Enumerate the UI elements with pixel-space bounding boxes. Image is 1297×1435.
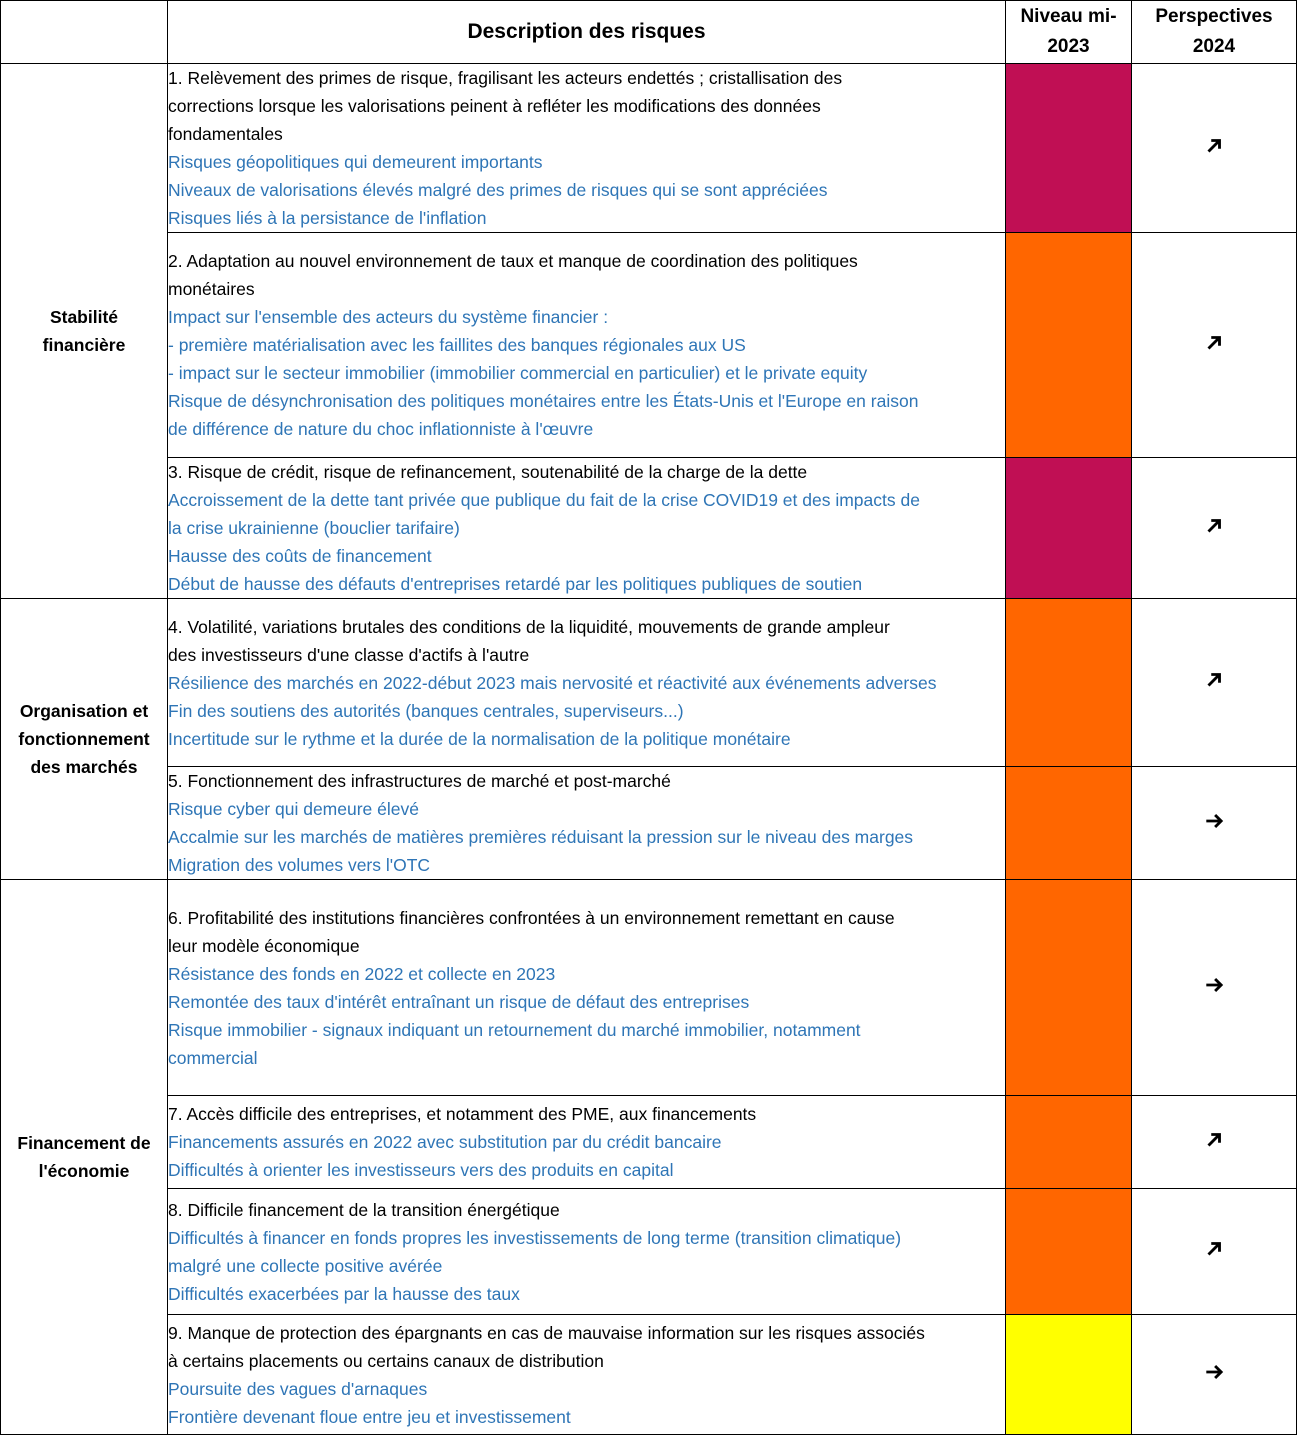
risk-level-cell: [1006, 599, 1132, 767]
risk-detail-line: Risque immobilier - signaux indiquant un retournement du marché immobilier, notamment: [168, 1019, 861, 1040]
up-right-arrow-icon: [1203, 669, 1225, 691]
risk-detail-line: Résistance des fonds en 2022 et collecte en 2023: [168, 963, 556, 984]
risk-description-3: [168, 458, 1006, 599]
risk-detail-line: Niveaux de valorisations élevés malgré des primes de risques qui se sont appréciées: [168, 180, 828, 200]
risk-title-line: 5. Fonctionnement des infrastructures de marché et post-marché: [168, 771, 671, 791]
header-row: [1, 1, 1297, 64]
outlook-header-line1: Perspectives: [1155, 6, 1273, 27]
outlook-cell: [1132, 880, 1297, 1096]
risk-title-line: leur modèle économique: [168, 935, 360, 956]
risk-detail-line: Impact sur l'ensemble des acteurs du système financier :: [168, 307, 609, 327]
risk-row-6: [1, 880, 1297, 1096]
risk-title-line: 6. Profitabilité des institutions financières confrontées à un environnement remettant en cause: [168, 907, 895, 928]
right-arrow-icon: [1203, 1361, 1225, 1383]
risk-description-5: [168, 767, 1006, 880]
up-right-arrow-icon: [1203, 515, 1225, 537]
risk-title-line: des investisseurs d'une classe d'actifs à l'autre: [168, 644, 530, 665]
category-organisation-marches: [1, 599, 168, 880]
risk-level-cell: [1006, 880, 1132, 1096]
category-header: [1, 1, 168, 64]
risk-description-9: [168, 1315, 1006, 1435]
category-label-line: Financement de: [17, 1133, 151, 1153]
category-label-line: financière: [42, 335, 126, 355]
risk-title-line: 4. Volatilité, variations brutales des conditions de la liquidité, mouvements de grande ampleur: [168, 616, 890, 637]
risk-detail-line: Risque de désynchronisation des politiques monétaires entre les États-Unis et l'Europe en raison: [168, 391, 919, 411]
outlook-cell: [1132, 1189, 1297, 1315]
risk-row-5: [1, 767, 1297, 880]
risk-detail-line: Fin des soutiens des autorités (banques centrales, superviseurs...): [168, 700, 684, 721]
risk-detail-line: Difficultés exacerbées par la hausse des taux: [168, 1283, 520, 1304]
risk-detail-line: commercial: [168, 1047, 258, 1068]
category-stabilite-financiere: [1, 64, 168, 599]
level-header-line2: 2023: [1047, 36, 1090, 57]
risk-description-7: [168, 1096, 1006, 1189]
risk-detail-line: Migration des volumes vers l'OTC: [168, 855, 431, 875]
risk-level-cell: [1006, 1096, 1132, 1189]
risk-level-cell: [1006, 1315, 1132, 1435]
risk-description-6: [168, 880, 1006, 1096]
risk-detail-line: Difficultés à orienter les investisseurs vers des produits en capital: [168, 1160, 674, 1180]
risk-detail-line: Risque cyber qui demeure élevé: [168, 799, 419, 819]
risk-title-line: 2. Adaptation au nouvel environnement de taux et manque de coordination des politiques: [168, 251, 858, 271]
risk-detail-line: Accroissement de la dette tant privée que publique du fait de la crise COVID19 et des impacts de: [168, 490, 920, 510]
up-right-arrow-icon: [1203, 135, 1225, 157]
risk-level-cell: [1006, 767, 1132, 880]
risk-detail-line: Incertitude sur le rythme et la durée de la normalisation de la politique monétaire: [168, 728, 791, 749]
risk-title-line: à certains placements ou certains canaux de distribution: [168, 1350, 604, 1371]
risk-row-4: [1, 599, 1297, 767]
outlook-cell: [1132, 64, 1297, 233]
outlook-cell: [1132, 233, 1297, 458]
risk-description-4: [168, 599, 1006, 767]
risk-detail-line: Début de hausse des défauts d'entreprises retardé par les politiques publiques de soutien: [168, 574, 863, 594]
risk-description-1: [168, 64, 1006, 233]
risk-detail-line: Poursuite des vagues d'arnaques: [168, 1378, 428, 1399]
risk-detail-line: - première matérialisation avec les faillites des banques régionales aux US: [168, 335, 746, 355]
outlook-cell: [1132, 1096, 1297, 1189]
risk-detail-line: - impact sur le secteur immobilier (immobilier commercial en particulier) et le private equity: [168, 363, 868, 383]
level-header: [1006, 1, 1132, 64]
outlook-cell: [1132, 767, 1297, 880]
risk-detail-line: Frontière devenant floue entre jeu et investissement: [168, 1406, 571, 1427]
category-label-line: Organisation et: [19, 701, 149, 721]
risk-title-line: monétaires: [168, 279, 255, 299]
outlook-cell: [1132, 599, 1297, 767]
up-right-arrow-icon: [1203, 1129, 1225, 1151]
risk-row-7: [1, 1096, 1297, 1189]
risk-title-line: 3. Risque de crédit, risque de refinancement, soutenabilité de la charge de la dette: [168, 462, 808, 482]
outlook-header: [1132, 1, 1297, 64]
risk-title-line: 8. Difficile financement de la transition énergétique: [168, 1199, 560, 1220]
risk-title-line: 9. Manque de protection des épargnants en cas de mauvaise information sur les risques associés: [168, 1322, 925, 1343]
risk-level-cell: [1006, 458, 1132, 599]
risk-row-9: [1, 1315, 1297, 1435]
risk-row-2: [1, 233, 1297, 458]
category-label-line: Stabilité: [49, 307, 119, 327]
category-label-line: des marchés: [30, 757, 138, 777]
category-financement-economie: [1, 880, 168, 1435]
risk-title-line: fondamentales: [168, 124, 283, 144]
outlook-cell: [1132, 1315, 1297, 1435]
risk-detail-line: Difficultés à financer en fonds propres les investissements de long terme (transition climatique): [168, 1227, 902, 1248]
risk-detail-line: de différence de nature du choc inflationniste à l'œuvre: [168, 419, 594, 439]
risk-detail-line: Financements assurés en 2022 avec substitution par du crédit bancaire: [168, 1132, 722, 1152]
risk-detail-line: malgré une collecte positive avérée: [168, 1255, 443, 1276]
risk-title-line: 7. Accès difficile des entreprises, et notamment des PME, aux financements: [168, 1104, 757, 1124]
risk-title-line: 1. Relèvement des primes de risque, fragilisant les acteurs endettés ; cristallisation des: [168, 68, 843, 88]
description-header-label: Description des risques: [467, 20, 706, 43]
risk-detail-line: Résilience des marchés en 2022-début 2023 mais nervosité et réactivité aux événements adverses: [168, 672, 937, 693]
category-label-line: l'économie: [38, 1161, 130, 1181]
risk-detail-line: Remontée des taux d'intérêt entraînant un risque de défaut des entreprises: [168, 991, 750, 1012]
risk-detail-line: Hausse des coûts de financement: [168, 546, 432, 566]
risk-row-8: [1, 1189, 1297, 1315]
right-arrow-icon: [1203, 974, 1225, 996]
up-right-arrow-icon: [1203, 332, 1225, 354]
level-header-line1: Niveau mi-: [1020, 6, 1117, 27]
risk-row-3: [1, 458, 1297, 599]
risk-level-cell: [1006, 64, 1132, 233]
risk-detail-line: Risques géopolitiques qui demeurent importants: [168, 152, 543, 172]
right-arrow-icon: [1203, 810, 1225, 832]
risk-row-1: [1, 64, 1297, 233]
risk-description-8: [168, 1189, 1006, 1315]
risk-level-cell: [1006, 233, 1132, 458]
risk-level-cell: [1006, 1189, 1132, 1315]
outlook-header-line2: 2024: [1192, 36, 1236, 57]
up-right-arrow-icon: [1203, 1238, 1225, 1260]
risk-detail-line: Risques liés à la persistance de l'inflation: [168, 208, 487, 228]
risk-title-line: corrections lorsque les valorisations peinent à refléter les modifications des données: [168, 96, 821, 116]
risk-detail-line: Accalmie sur les marchés de matières premières réduisant la pression sur le niveau des marges: [168, 827, 914, 847]
risk-description-2: [168, 233, 1006, 458]
description-header: [168, 1, 1006, 64]
category-label-line: fonctionnement: [18, 729, 150, 749]
risk-detail-line: la crise ukrainienne (bouclier tarifaire): [168, 518, 460, 538]
outlook-cell: [1132, 458, 1297, 599]
